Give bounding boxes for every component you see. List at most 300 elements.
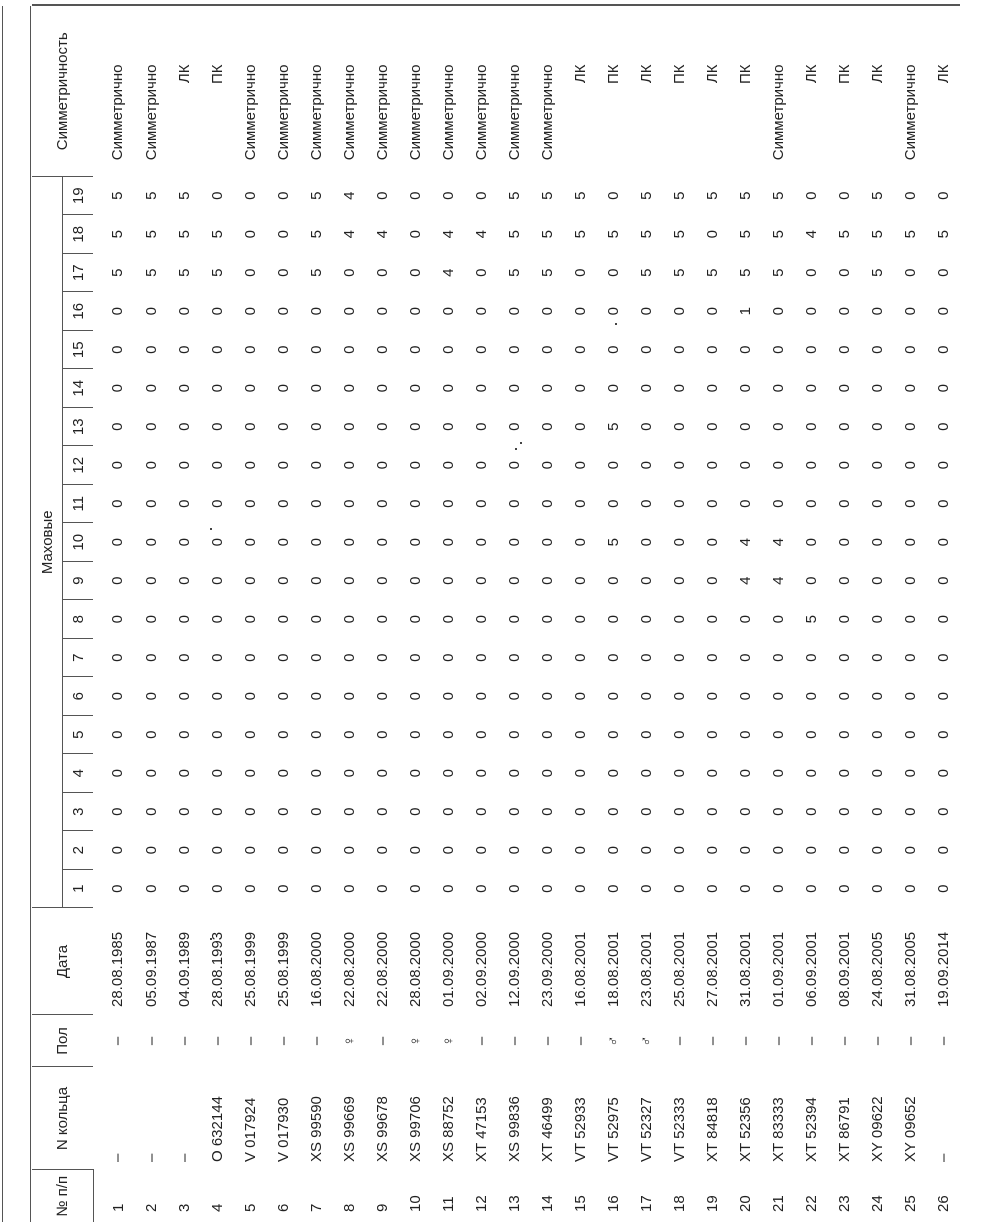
feather-2-score: 0 (175, 846, 193, 855)
symmetry-cell: Симметрично (531, 6, 564, 177)
feather-7-score: 0 (307, 653, 325, 662)
date-cell: 28.08.1985 (109, 931, 127, 1007)
feather-13-score: 0 (538, 422, 556, 431)
feather-2-score: 0 (571, 846, 589, 855)
feather-5-score: 0 (406, 730, 424, 739)
feather-3-score: 0 (142, 807, 160, 816)
sex-cell: – (274, 1036, 292, 1046)
feather-16-score: 0 (142, 307, 160, 316)
header-feather-7: 7 (63, 639, 94, 678)
row-number: 1 (109, 1203, 127, 1212)
feather-16-score: 0 (505, 307, 523, 316)
ring-number: XT 52356 (736, 1097, 754, 1162)
feather-4-score: 0 (934, 769, 952, 778)
feather-18-score: 5 (736, 230, 754, 239)
feather-10-score: 0 (637, 538, 655, 547)
feather-3-score: 0 (736, 807, 754, 816)
feather-19-score: 5 (307, 191, 325, 200)
feather-6-score: 0 (736, 692, 754, 701)
feather-3-score: 0 (274, 807, 292, 816)
feather-15-score: 0 (769, 345, 787, 354)
feather-8-score: 0 (307, 615, 325, 624)
feather-19-score: 0 (208, 191, 226, 200)
header-feather-14: 14 (63, 369, 94, 408)
feather-12-score: 0 (505, 461, 523, 470)
feather-1-score: 0 (307, 884, 325, 893)
feather-8-score: 0 (208, 615, 226, 624)
feather-3-score: 0 (472, 807, 490, 816)
feather-11-score: 0 (142, 499, 160, 508)
ring-number: V 017930 (274, 1097, 292, 1162)
feather-9-score: 0 (175, 576, 193, 585)
feather-15-score: 0 (142, 345, 160, 354)
feather-19-score: 5 (637, 191, 655, 200)
row-number: 15 (571, 1195, 589, 1212)
feather-17-score: 0 (373, 268, 391, 277)
row-number: 3 (175, 1203, 193, 1212)
feather-1-score: 0 (637, 884, 655, 893)
feather-5-score: 0 (373, 730, 391, 739)
feather-2-score: 0 (637, 846, 655, 855)
feather-6-score: 0 (802, 692, 820, 701)
feather-5-score: 0 (736, 730, 754, 739)
feather-16-score: 0 (670, 307, 688, 316)
feather-17-score: 0 (934, 268, 952, 277)
ring-number: VT 52333 (670, 1097, 688, 1162)
sex-cell: ♀ (439, 1035, 457, 1047)
feather-15-score: 0 (340, 345, 358, 354)
feather-6-score: 0 (142, 692, 160, 701)
feather-1-score: 0 (670, 884, 688, 893)
feather-6-score: 0 (241, 692, 259, 701)
symmetry-cell: Симметрично (333, 6, 366, 177)
feather-6-score: 0 (340, 692, 358, 701)
feather-15-score: 0 (901, 345, 919, 354)
row-number: 14 (538, 1195, 556, 1212)
feather-3-score: 0 (835, 807, 853, 816)
feather-17-score: 5 (307, 268, 325, 277)
feather-3-score: 0 (175, 807, 193, 816)
feather-7-score: 0 (868, 653, 886, 662)
header-feather-15: 15 (63, 331, 94, 370)
feather-15-score: 0 (406, 345, 424, 354)
feather-1-score: 0 (340, 884, 358, 893)
symmetry-cell: Симметрично (300, 6, 333, 177)
feather-6-score: 0 (439, 692, 457, 701)
feather-10-score: 0 (208, 538, 226, 547)
feather-9-score: 0 (868, 576, 886, 585)
feather-13-score: 0 (835, 422, 853, 431)
feather-10-score: 0 (703, 538, 721, 547)
feather-7-score: 0 (439, 653, 457, 662)
symmetry-cell: Симметрично (498, 6, 531, 177)
feather-19-score: 0 (274, 191, 292, 200)
feather-14-score: 0 (604, 384, 622, 393)
feather-15-score: 0 (373, 345, 391, 354)
feather-19-score: 5 (538, 191, 556, 200)
feather-4-score: 0 (670, 769, 688, 778)
feather-13-score: 0 (373, 422, 391, 431)
feather-13-score: 0 (868, 422, 886, 431)
feather-1-score: 0 (769, 884, 787, 893)
feather-11-score: 0 (208, 499, 226, 508)
feather-13-score: 0 (175, 422, 193, 431)
feather-18-score: 5 (208, 230, 226, 239)
symmetry-cell: ЛК (168, 6, 201, 177)
header-feather-10: 10 (63, 523, 94, 562)
table-row (894, 6, 927, 1223)
table-row (366, 6, 399, 1223)
feather-1-score: 0 (406, 884, 424, 893)
feather-8-score: 0 (703, 615, 721, 624)
feather-7-score: 0 (274, 653, 292, 662)
row-number: 22 (802, 1195, 820, 1212)
feather-9-score: 0 (208, 576, 226, 585)
feather-8-score: 0 (142, 615, 160, 624)
feather-3-score: 0 (769, 807, 787, 816)
feather-12-score: 0 (208, 461, 226, 470)
page-edge-line (2, 6, 3, 1222)
feather-2-score: 0 (670, 846, 688, 855)
feather-1-score: 0 (274, 884, 292, 893)
feather-2-score: 0 (307, 846, 325, 855)
date-cell: 24.08.2005 (868, 931, 886, 1007)
feather-5-score: 0 (769, 730, 787, 739)
feather-15-score: 0 (175, 345, 193, 354)
feather-6-score: 0 (868, 692, 886, 701)
feather-7-score: 0 (637, 653, 655, 662)
feather-6-score: 0 (670, 692, 688, 701)
ring-number: XS 99590 (307, 1096, 325, 1162)
table-row (168, 6, 201, 1223)
feather-15-score: 0 (571, 345, 589, 354)
header-feather-4: 4 (63, 754, 94, 793)
feather-3-score: 0 (868, 807, 886, 816)
feather-7-score: 0 (109, 653, 127, 662)
feather-2-score: 0 (142, 846, 160, 855)
feather-1-score: 0 (736, 884, 754, 893)
date-cell: 27.08.2001 (703, 931, 721, 1007)
feather-12-score: 0 (274, 461, 292, 470)
feather-12-score: 0 (109, 461, 127, 470)
feather-6-score: 0 (703, 692, 721, 701)
feather-14-score: 0 (538, 384, 556, 393)
feather-16-score: 0 (472, 307, 490, 316)
feather-16-score: 0 (406, 307, 424, 316)
feather-18-score: 4 (802, 230, 820, 239)
feather-13-score: 0 (406, 422, 424, 431)
feather-18-score: 0 (274, 230, 292, 239)
feather-13-score: 0 (670, 422, 688, 431)
header-feather-2: 2 (63, 831, 94, 870)
feather-14-score: 0 (307, 384, 325, 393)
table-body (93, 6, 960, 1223)
feather-14-score: 0 (109, 384, 127, 393)
feather-6-score: 0 (604, 692, 622, 701)
feather-16-score: 0 (802, 307, 820, 316)
sex-cell: – (472, 1036, 490, 1046)
date-cell: 16.08.2000 (307, 931, 325, 1007)
feather-11-score: 0 (571, 499, 589, 508)
sex-cell: ♂ (637, 1035, 655, 1047)
date-cell: 25.08.1999 (274, 931, 292, 1007)
feather-18-score: 0 (406, 230, 424, 239)
feather-12-score: 0 (637, 461, 655, 470)
row-number: 4 (208, 1203, 226, 1212)
feather-4-score: 0 (736, 769, 754, 778)
symmetry-cell: Симметрично (267, 6, 300, 177)
feather-15-score: 0 (241, 345, 259, 354)
feather-15-score: 0 (604, 345, 622, 354)
feather-19-score: 0 (835, 191, 853, 200)
sex-cell: – (505, 1036, 523, 1046)
feather-9-score: 4 (736, 576, 754, 585)
feather-5-score: 0 (505, 730, 523, 739)
feather-7-score: 0 (736, 653, 754, 662)
feather-11-score: 0 (538, 499, 556, 508)
table-row (399, 6, 432, 1223)
feather-14-score: 0 (175, 384, 193, 393)
feather-11-score: 0 (439, 499, 457, 508)
feather-8-score: 0 (769, 615, 787, 624)
feather-1-score: 0 (109, 884, 127, 893)
date-cell: 31.08.2005 (901, 931, 919, 1007)
feather-16-score: 0 (274, 307, 292, 316)
feather-8-score: 0 (274, 615, 292, 624)
feather-16-score: 0 (703, 307, 721, 316)
feather-8-score: 5 (802, 615, 820, 624)
feather-7-score: 0 (340, 653, 358, 662)
feather-4-score: 0 (307, 769, 325, 778)
feather-8-score: 0 (538, 615, 556, 624)
feather-17-score: 5 (175, 268, 193, 277)
feather-9-score: 0 (373, 576, 391, 585)
feather-11-score: 0 (109, 499, 127, 508)
sex-cell: – (703, 1036, 721, 1046)
feather-2-score: 0 (373, 846, 391, 855)
feather-15-score: 0 (703, 345, 721, 354)
header-feather-6: 6 (63, 677, 94, 716)
feather-5-score: 0 (109, 730, 127, 739)
row-number: 7 (307, 1203, 325, 1212)
sex-cell: – (373, 1036, 391, 1046)
feather-18-score: 5 (868, 230, 886, 239)
feather-7-score: 0 (406, 653, 424, 662)
feather-7-score: 0 (538, 653, 556, 662)
feather-13-score: 0 (637, 422, 655, 431)
ring-number: – (142, 1153, 160, 1162)
table-row (597, 6, 630, 1223)
feather-15-score: 0 (670, 345, 688, 354)
feather-9-score: 0 (604, 576, 622, 585)
feather-2-score: 0 (109, 846, 127, 855)
sex-cell: – (670, 1036, 688, 1046)
date-cell: 23.08.2001 (637, 931, 655, 1007)
feather-12-score: 0 (670, 461, 688, 470)
feather-5-score: 0 (208, 730, 226, 739)
feather-9-score: 0 (340, 576, 358, 585)
feather-11-score: 0 (604, 499, 622, 508)
feather-1-score: 0 (142, 884, 160, 893)
feather-11-score: 0 (637, 499, 655, 508)
feather-10-score: 0 (373, 538, 391, 547)
date-cell: 01.09.2001 (769, 931, 787, 1007)
feather-14-score: 0 (406, 384, 424, 393)
feather-18-score: 5 (175, 230, 193, 239)
symmetry-cell: Симметрично (399, 6, 432, 177)
table-row (663, 6, 696, 1223)
feather-12-score: 0 (439, 461, 457, 470)
feather-13-score: 0 (142, 422, 160, 431)
table-row (630, 6, 663, 1223)
feather-12-score: 0 (802, 461, 820, 470)
feather-9-score: 0 (802, 576, 820, 585)
feather-10-score: 0 (274, 538, 292, 547)
symmetry-cell: Симметрично (93, 6, 135, 177)
feather-16-score: 0 (307, 307, 325, 316)
feather-8-score: 0 (175, 615, 193, 624)
feather-16-score: 0 (868, 307, 886, 316)
date-cell: 22.08.2000 (340, 931, 358, 1007)
ring-number: XS 99706 (406, 1096, 424, 1162)
feather-3-score: 0 (637, 807, 655, 816)
feather-14-score: 0 (637, 384, 655, 393)
feather-8-score: 0 (571, 615, 589, 624)
row-number: 13 (505, 1195, 523, 1212)
ring-number: XS 99678 (373, 1096, 391, 1162)
feather-4-score: 0 (175, 769, 193, 778)
feather-11-score: 0 (340, 499, 358, 508)
row-number: 26 (934, 1195, 952, 1212)
feather-17-score: 5 (637, 268, 655, 277)
table-row (201, 6, 234, 1223)
feather-7-score: 0 (175, 653, 193, 662)
date-cell: 02.09.2000 (472, 931, 490, 1007)
feather-19-score: 0 (406, 191, 424, 200)
feather-4-score: 0 (373, 769, 391, 778)
feather-4-score: 0 (505, 769, 523, 778)
feather-5-score: 0 (307, 730, 325, 739)
sex-cell: – (538, 1036, 556, 1046)
feather-9-score: 0 (241, 576, 259, 585)
feather-11-score: 0 (802, 499, 820, 508)
ring-number: VT 52975 (604, 1097, 622, 1162)
feather-13-score: 0 (571, 422, 589, 431)
feather-4-score: 0 (241, 769, 259, 778)
feather-4-score: 0 (208, 769, 226, 778)
ring-number: XT 84818 (703, 1097, 721, 1162)
ring-number: – (175, 1153, 193, 1162)
feather-14-score: 0 (505, 384, 523, 393)
feather-18-score: 5 (637, 230, 655, 239)
feather-11-score: 0 (307, 499, 325, 508)
feather-8-score: 0 (868, 615, 886, 624)
symmetry-cell: Симметрично (465, 6, 498, 177)
feather-4-score: 0 (802, 769, 820, 778)
sex-cell: – (835, 1036, 853, 1046)
feather-12-score: 0 (241, 461, 259, 470)
feather-9-score: 0 (406, 576, 424, 585)
feather-13-score: 0 (703, 422, 721, 431)
table-row (531, 6, 564, 1223)
feather-10-score: 0 (802, 538, 820, 547)
feather-12-score: 0 (868, 461, 886, 470)
feather-16-score: 0 (439, 307, 457, 316)
feather-5-score: 0 (472, 730, 490, 739)
feather-1-score: 0 (604, 884, 622, 893)
feather-9-score: 0 (670, 576, 688, 585)
feather-2-score: 0 (769, 846, 787, 855)
table-row (564, 6, 597, 1223)
feather-16-score: 0 (340, 307, 358, 316)
feather-12-score: 0 (340, 461, 358, 470)
row-number: 16 (604, 1195, 622, 1212)
feather-10-score: 0 (538, 538, 556, 547)
row-number: 10 (406, 1195, 424, 1212)
date-cell: 28.08.1993 (208, 931, 226, 1007)
feather-14-score: 0 (142, 384, 160, 393)
ring-number: XT 52394 (802, 1097, 820, 1162)
feather-12-score: 0 (769, 461, 787, 470)
feather-17-score: 5 (538, 268, 556, 277)
feather-16-score: 0 (175, 307, 193, 316)
feather-15-score: 0 (505, 345, 523, 354)
feather-3-score: 0 (208, 807, 226, 816)
feather-18-score: 5 (109, 230, 127, 239)
date-cell: 05.09.1987 (142, 931, 160, 1007)
feather-5-score: 0 (934, 730, 952, 739)
feather-2-score: 0 (703, 846, 721, 855)
date-cell: 25.08.1999 (241, 931, 259, 1007)
feather-1-score: 0 (901, 884, 919, 893)
header-feather-17: 17 (63, 254, 94, 293)
feather-14-score: 0 (340, 384, 358, 393)
feather-11-score: 0 (901, 499, 919, 508)
feather-6-score: 0 (274, 692, 292, 701)
feather-14-score: 0 (802, 384, 820, 393)
feather-6-score: 0 (637, 692, 655, 701)
date-cell: 12.09.2000 (505, 931, 523, 1007)
feather-12-score: 0 (736, 461, 754, 470)
feather-17-score: 0 (406, 268, 424, 277)
feather-3-score: 0 (439, 807, 457, 816)
row-number: 9 (373, 1203, 391, 1212)
date-cell: 28.08.2000 (406, 931, 424, 1007)
feather-1-score: 0 (241, 884, 259, 893)
feather-1-score: 0 (538, 884, 556, 893)
feather-5-score: 0 (241, 730, 259, 739)
feather-6-score: 0 (538, 692, 556, 701)
feather-9-score: 0 (505, 576, 523, 585)
feather-4-score: 0 (439, 769, 457, 778)
feather-2-score: 0 (868, 846, 886, 855)
feather-19-score: 5 (736, 191, 754, 200)
feather-16-score: 0 (571, 307, 589, 316)
feather-13-score: 0 (736, 422, 754, 431)
feather-5-score: 0 (439, 730, 457, 739)
feather-10-score: 0 (109, 538, 127, 547)
symmetry-cell: ПК (663, 6, 696, 177)
feather-2-score: 0 (604, 846, 622, 855)
feather-16-score: 0 (538, 307, 556, 316)
table-row (927, 6, 960, 1223)
sex-cell: – (142, 1036, 160, 1046)
feather-17-score: 5 (868, 268, 886, 277)
feather-15-score: 0 (934, 345, 952, 354)
feather-8-score: 0 (637, 615, 655, 624)
feather-17-score: 0 (472, 268, 490, 277)
row-number: 23 (835, 1195, 853, 1212)
